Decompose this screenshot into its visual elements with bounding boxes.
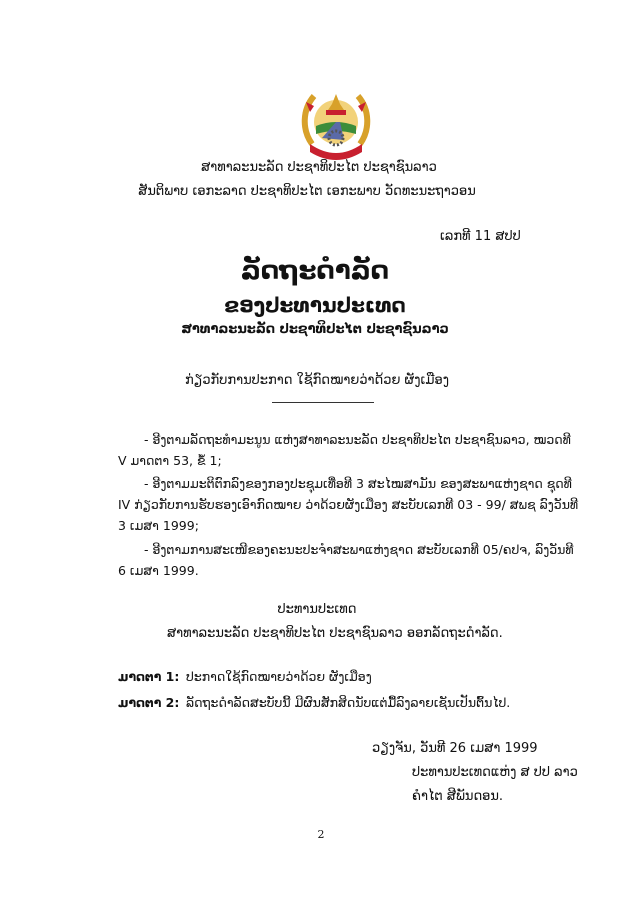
signature-title: ປະທານປະເທດແຫ່ງ ສ ປປ ລາວ <box>412 765 578 780</box>
preamble-paragraph-2 <box>118 473 583 536</box>
divider-line <box>272 402 374 403</box>
article-2-text: ລັດຖະດຳລັດສະບັບນີ້ ມີຜົນສັກສິດນັບແຕ່ມື້ລົງລາຍເຊັນເປັນຕົ້ນໄປ. <box>186 695 511 710</box>
decree-title: ລັດຖະດຳລັດ <box>240 256 390 286</box>
decree-subtitle: ຂອງປະທານປະເທດ <box>224 293 406 317</box>
president-heading: ປະທານປະເທດ <box>277 602 357 617</box>
signature-place-date: ວຽງຈັນ, ວັນທີ 26 ເມສາ 1999 <box>372 741 538 756</box>
preamble-paragraph-3 <box>118 539 583 581</box>
decree-subject: ກ່ຽວກັບການປະກາດ ໃຊ້ກົດໝາຍວ່າດ້ວຍ ຜັງເມືອງ <box>185 373 449 388</box>
article-1-text: ປະກາດໃຊ້ກົດໝາຍວ່າດ້ວຍ ຜັງເມືອງ <box>186 669 372 684</box>
document-number: ເລກທີ 11 ສປປ <box>440 229 521 244</box>
decree-subtitle-republic: ສາທາລະນະລັດ ປະຊາທິປະໄຕ ປະຊາຊົນລາວ <box>181 322 449 337</box>
preamble-text-2: - ອີງຕາມມະຕິຕົກລົງຂອງກອງປະຊຸມເທື່ອທີ 3 ສະໄໝສາມັນ ຂອງສະພາແຫ່ງຊາດ ຊຸດທີ IV ກ່ຽວກັບການຮັບຮອງເອົາກົດໝາຍ ວ່າດ້ວຍຜັງເມືອງ ສະບັບເລກທີ 03 - 99/ ສພຊ ລົງວັນທີ 3 ເມສາ 1999; <box>118 476 579 533</box>
header-line-1: ສາທາລະນະລັດ ປະຊາທິປະໄຕ ປະຊາຊົນລາວ <box>201 160 437 175</box>
header-line-2: ສັນຕິພາບ ເອກະລາດ ປະຊາທິປະໄຕ ເອກະພາບ ວັດທະນະຖາວອນ <box>138 184 476 199</box>
lao-national-emblem-icon <box>300 82 372 164</box>
article-2-label: ມາດຕາ 2: <box>118 695 180 710</box>
article-1-label: ມາດຕາ 1: <box>118 669 180 684</box>
decree-line: ສາທາລະນະລັດ ປະຊາທິປະໄຕ ປະຊາຊົນລາວ ອອກລັດຖະດຳລັດ. <box>167 626 503 641</box>
preamble-paragraph-1 <box>118 429 583 471</box>
preamble-text-3: - ອີງຕາມການສະເໜີຂອງຄະນະປະຈຳສະພາແຫ່ງຊາດ ສະບັບເລກທີ 05/ຄປຈ, ລົງວັນທີ 6 ເມສາ 1999. <box>118 542 574 578</box>
preamble-text-1: - ອີງຕາມລັດຖະທຳມະນູນ ແຫ່ງສາທາລະນະລັດ ປະຊາທິປະໄຕ ປະຊາຊົນລາວ, ໝວດທີ V ມາດຕາ 53, ຂໍ້ 1; <box>118 432 571 468</box>
page-number: 2 <box>317 828 325 841</box>
signature-name: ຄຳໄຕ ສີພັນດອນ. <box>412 789 504 804</box>
